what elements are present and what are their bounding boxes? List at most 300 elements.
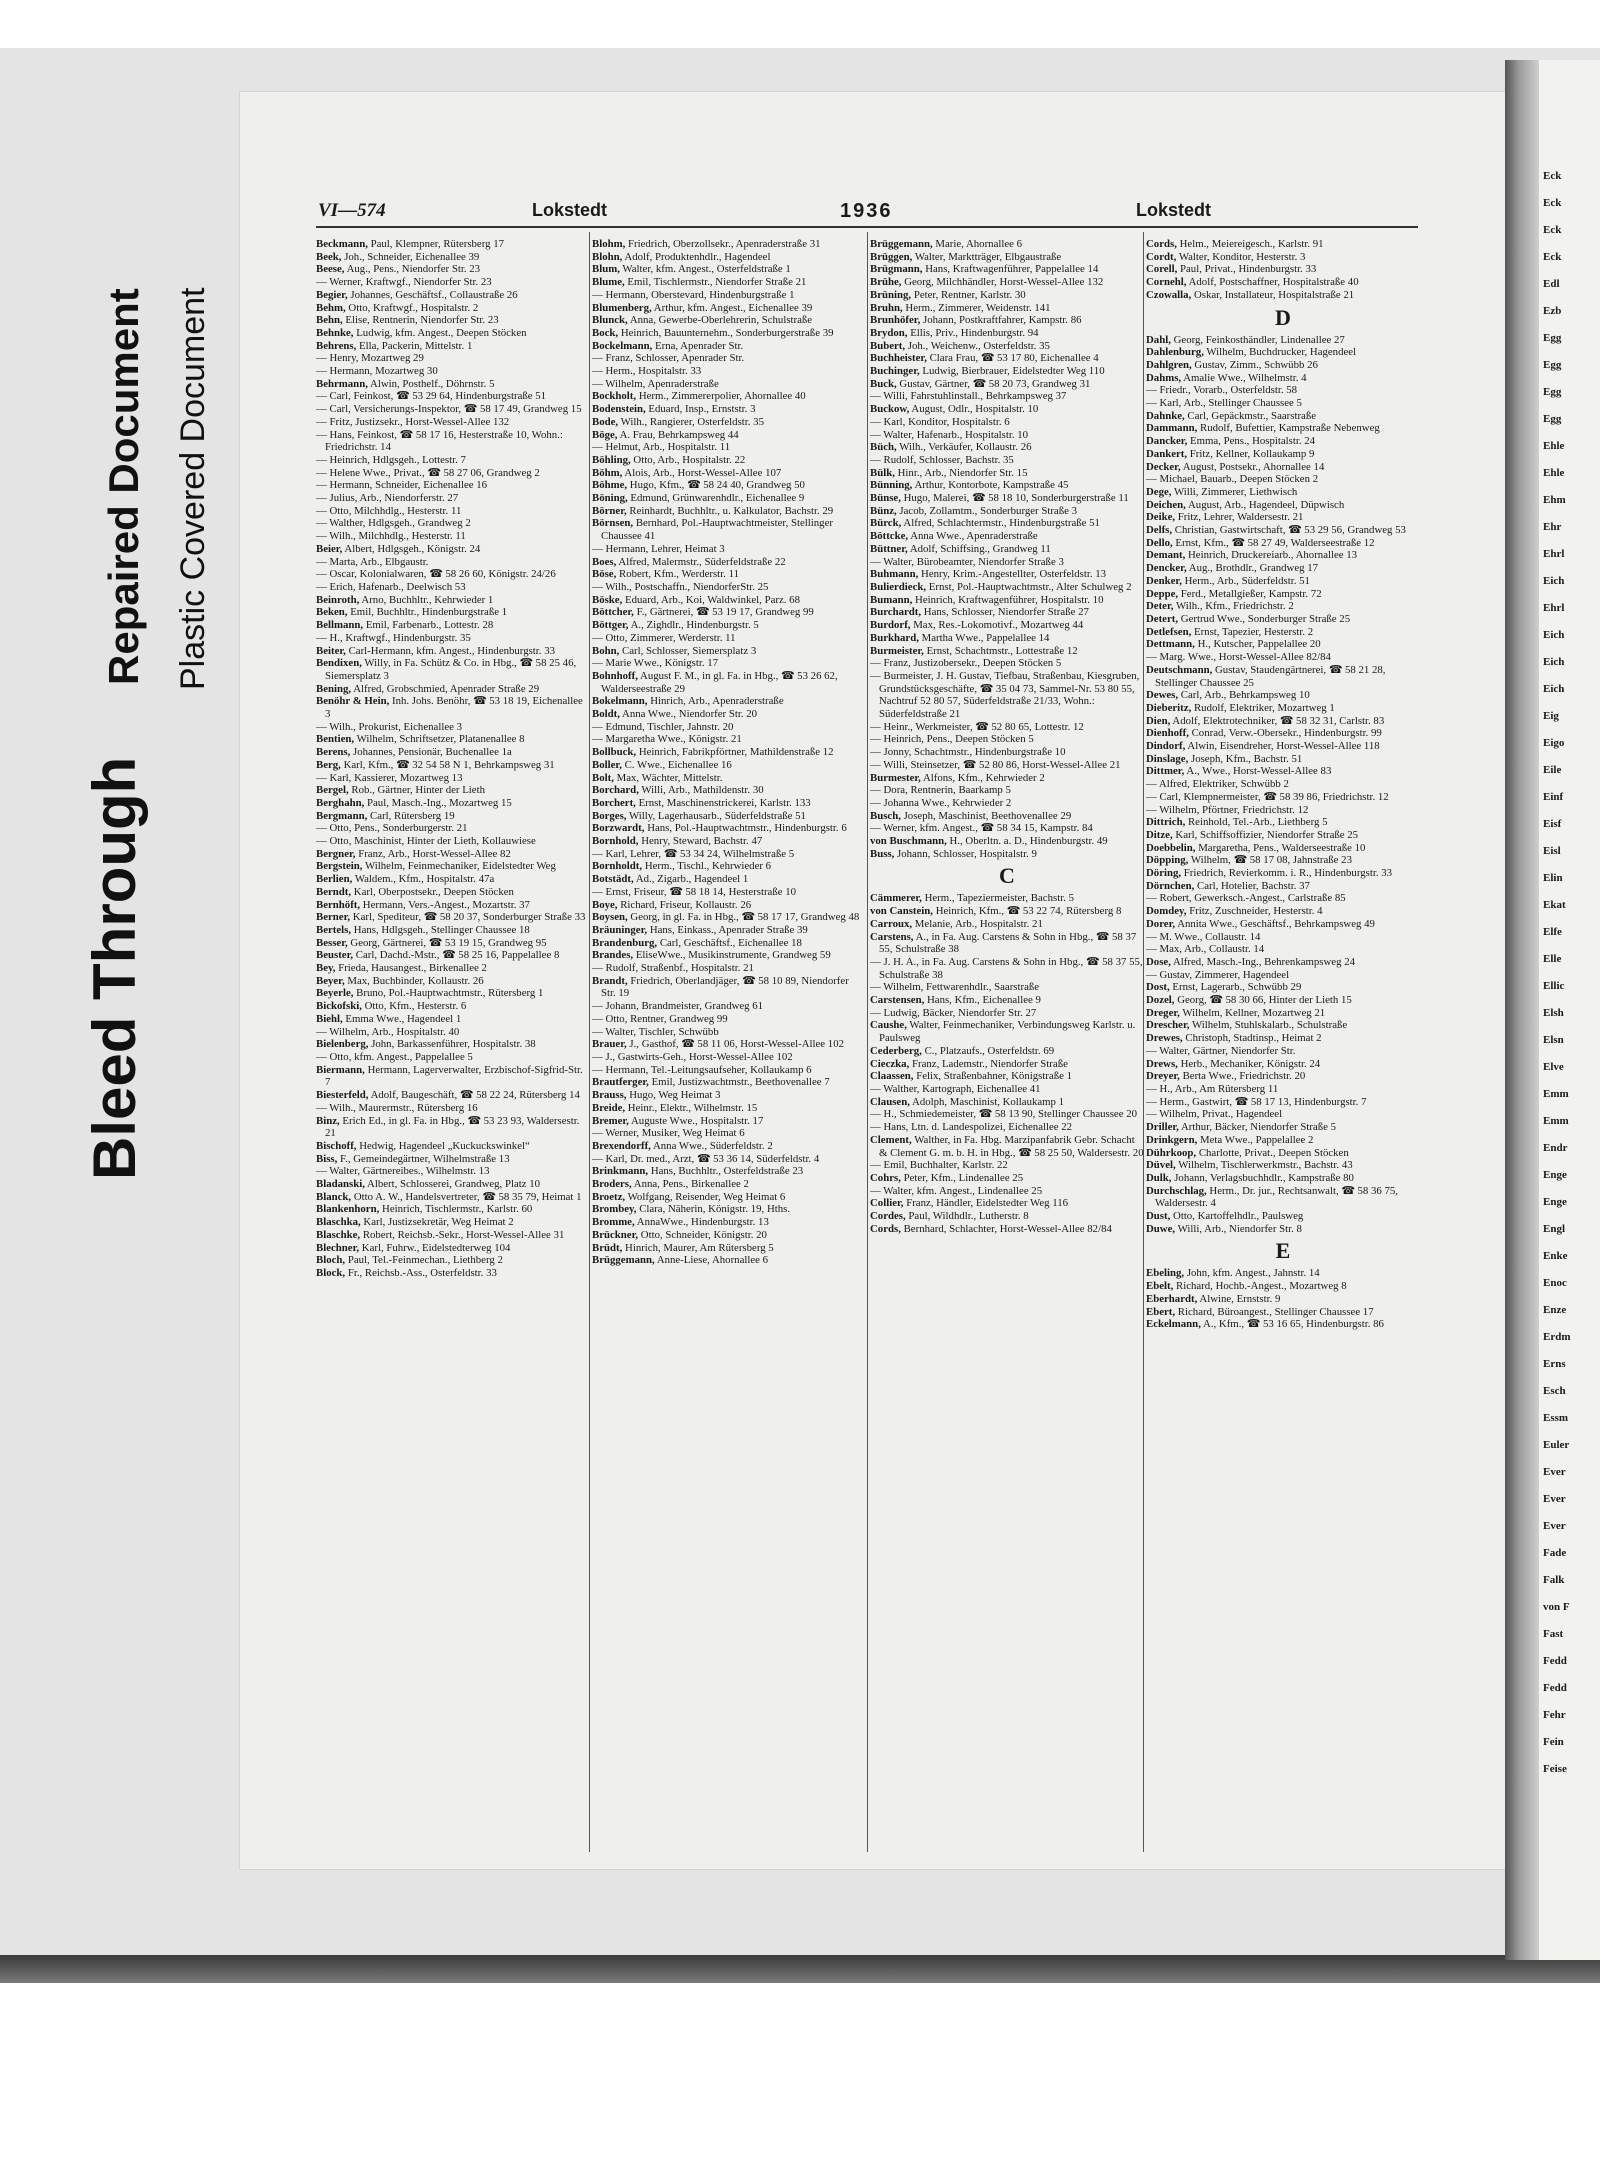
entry-surname: Dammann, (1146, 422, 1198, 435)
directory-entry (592, 1026, 866, 1039)
entry-details: Walter, kfm. Angest., Osterfeldstraße 1 (622, 263, 791, 276)
entry-surname: Deichen, (1146, 498, 1186, 511)
entry-surname: Buchinger, (870, 365, 920, 378)
entry-details: — Johann, Brandmeister, Grandweg 61 (592, 1000, 764, 1013)
directory-entry (592, 619, 866, 632)
entry-surname: Brauss, (592, 1089, 627, 1102)
directory-entry (1146, 359, 1420, 372)
entry-surname: Brüggen, (870, 250, 913, 263)
adjacent-page-fragment: Egg (1543, 359, 1562, 371)
entry-surname: Cieczka, (870, 1057, 910, 1070)
entry-details: Fritz, Zuschneider, Hesterstr. 4 (1189, 905, 1323, 918)
directory-entry (1146, 1032, 1420, 1045)
directory-entry (316, 962, 590, 975)
directory-entry (592, 492, 866, 505)
adjacent-page-fragment: Eck (1543, 251, 1562, 263)
directory-entry (316, 314, 590, 327)
entry-details: Peter, Kfm., Lindenallee 25 (903, 1171, 1024, 1184)
entry-details: Ellis, Priv., Hindenburgstr. 94 (910, 326, 1039, 339)
directory-entry (1146, 334, 1420, 347)
entry-surname: Bendixen, (316, 657, 362, 670)
entry-details: — Margaretha Wwe., Königstr. 21 (592, 733, 742, 746)
directory-entry (870, 556, 1144, 569)
entry-details: — Franz, Schlosser, Apenrader Str. (592, 352, 745, 365)
entry-details: Max, Res.-Lokomotivf., Mozartweg 44 (913, 619, 1084, 632)
directory-entry (316, 581, 590, 594)
directory-entry (592, 886, 866, 899)
entry-details: AnnaWwe., Hindenburgstr. 13 (636, 1216, 769, 1229)
directory-entry (870, 931, 1144, 956)
entry-surname: Bornhold, (592, 835, 639, 848)
entry-details: — Wilhelm, Fettwarenhdlr., Saarstraße (870, 981, 1040, 994)
entry-surname: Block, (316, 1266, 346, 1279)
entry-surname: Brauer, (592, 1038, 627, 1051)
entry-surname: Dörnchen, (1146, 879, 1195, 892)
entry-surname: Börner, (592, 504, 627, 517)
entry-details: Gustav, Zimm., Schwübb 26 (1194, 358, 1318, 371)
entry-details: Georg, Gärtnerei, ☎ 53 19 15, Grandweg 95 (350, 936, 547, 949)
directory-entry (592, 772, 866, 785)
entry-surname: Bohnhoff, (592, 669, 638, 682)
entry-details: Fritz, Kellner, Kollaukamp 9 (1189, 447, 1315, 460)
entry-details: Herm., Arb., Süderfeldstr. 51 (1184, 574, 1310, 587)
entry-details: Paul, Masch.-Ing., Mozartweg 15 (367, 796, 512, 809)
directory-entry (316, 352, 590, 365)
directory-column-3 (870, 238, 1144, 1848)
entry-surname: Beken, (316, 606, 348, 619)
entry-surname: Blanck, (316, 1190, 352, 1203)
directory-entry (870, 981, 1144, 994)
entry-surname: Boysen, (592, 911, 628, 924)
repaired-document-label: Repaired Document (100, 288, 147, 685)
entry-details: — Karl, Kassierer, Mozartweg 13 (316, 771, 463, 784)
entry-surname: Driller, (1146, 1121, 1179, 1134)
entry-details: Johann, Schlosser, Hospitalstr. 9 (897, 847, 1037, 860)
directory-entry (316, 937, 590, 950)
entry-details: Christoph, Stadtinsp., Heimat 2 (1185, 1032, 1322, 1045)
entry-surname: Buhmann, (870, 568, 919, 581)
entry-details: — Otto, Milchhdlg., Hesterstr. 11 (316, 504, 462, 517)
entry-details: Heinrich, Kfm., ☎ 53 22 74, Rütersberg 8 (935, 905, 1122, 918)
directory-entry (592, 1089, 866, 1102)
entry-details: Ella, Packerin, Mittelstr. 1 (359, 339, 473, 352)
entry-details: Erich Ed., in gl. Fa. in Hbg., ☎ 53 23 93, Waldersestr. 21 (325, 1114, 580, 1140)
directory-entry (870, 956, 1144, 981)
entry-surname: Böske, (592, 593, 623, 606)
entry-details: Herm., Zimmerer, Weidenstr. 141 (905, 301, 1051, 314)
directory-entry (1146, 613, 1420, 626)
directory-entry (870, 1197, 1144, 1210)
directory-entry (592, 416, 866, 429)
directory-entry (592, 937, 866, 950)
entry-surname: Brandt, (592, 974, 628, 987)
directory-entry (592, 670, 866, 695)
directory-entry (316, 276, 590, 289)
entry-surname: Dettmann, (1146, 638, 1195, 651)
entry-details: Karl, Fuhrw., Eidelstedterweg 104 (361, 1241, 511, 1254)
directory-entry (1146, 791, 1420, 804)
entry-surname: Böttger, (592, 619, 629, 632)
entry-surname: Detert, (1146, 612, 1179, 625)
entry-details: — Hermann, Schneider, Eichenallee 16 (316, 479, 488, 492)
entry-surname: Brügmann, (870, 263, 923, 276)
directory-entry (316, 1102, 590, 1115)
entry-details: Fr., Reichsb.-Ass., Osterfeldstr. 33 (347, 1266, 497, 1279)
entry-details: — Marg. Wwe., Horst-Wessel-Allee 82/84 (1146, 651, 1331, 664)
entry-details: Otto, Schneider, Königstr. 20 (640, 1228, 767, 1241)
entry-surname: Dahnke, (1146, 409, 1185, 422)
entry-surname: Burmeister, (870, 644, 924, 657)
entry-details: Conrad, Verw.-Obersekr., Hindenburgstr. 99 (1191, 727, 1382, 740)
entry-details: Wilhelm, Buchdrucker, Hagendeel (1206, 346, 1357, 359)
directory-entry (316, 1089, 590, 1102)
entry-details: — Erich, Hafenarb., Deelwisch 53 (316, 580, 466, 593)
entry-details: — Wilh., Milchhdlg., Hesterstr. 11 (316, 530, 466, 543)
entry-surname: Beyerle, (316, 987, 354, 1000)
directory-entry (1146, 956, 1420, 969)
entry-surname: Buck, (870, 377, 897, 390)
directory-entry (1146, 1083, 1420, 1096)
directory-entry (870, 822, 1144, 835)
entry-surname: Dahms, (1146, 371, 1182, 384)
entry-details: Reinhardt, Buchhltr., u. Kalkulator, Bachstr. 29 (629, 504, 834, 517)
directory-entry (1146, 1045, 1420, 1058)
entry-surname: Behnke, (316, 326, 354, 339)
entry-surname: Biesterfeld, (316, 1089, 369, 1102)
entry-details: Johannes, Geschäftsf., Collaustraße 26 (350, 288, 518, 301)
entry-details: — Friedr., Vorarb., Osterfeldstr. 58 (1146, 384, 1298, 397)
entry-surname: Böhm, (592, 466, 623, 479)
entry-surname: Berghahn, (316, 796, 365, 809)
entry-surname: Besser, (316, 936, 348, 949)
directory-entry (870, 340, 1144, 353)
entry-surname: Bremer, (592, 1114, 629, 1127)
entry-details: Emil, Tischlermstr., Niendorfer Straße 21 (627, 276, 807, 289)
directory-entry (592, 911, 866, 924)
entry-details: Paul, Klempner, Rütersberg 17 (370, 238, 505, 250)
directory-entry (316, 606, 590, 619)
entry-details: — Walter, kfm. Angest., Lindenallee 25 (870, 1184, 1043, 1197)
adjacent-page-fragment: Ehm (1543, 494, 1566, 506)
entry-details: — Otto, kfm. Angest., Pappelallee 5 (316, 1051, 473, 1063)
entry-details: Joh., Schneider, Eichenallee 39 (344, 250, 480, 263)
entry-surname: Claassen, (870, 1070, 914, 1083)
directory-entry (870, 429, 1144, 442)
directory-entry (1146, 410, 1420, 423)
entry-details: Richard, Büroangest., Stellinger Chaussee 17 (1177, 1305, 1374, 1318)
entry-details: Hans, Hdlgsgeh., Stellinger Chaussee 18 (353, 923, 530, 936)
entry-details: — Karl, Lehrer, ☎ 53 34 24, Wilhelmstraße 5 (592, 847, 795, 860)
entry-details: Franz, Lademstr., Niendorfer Straße (911, 1057, 1068, 1070)
entry-surname: Berens, (316, 746, 351, 759)
entry-details: Hugo, Kfm., ☎ 58 24 40, Grandweg 50 (629, 479, 805, 492)
entry-details: Joseph, Kfm., Bachstr. 51 (1191, 752, 1303, 765)
directory-entry (1146, 765, 1420, 778)
adjacent-page-fragment: Endr (1543, 1142, 1568, 1154)
directory-entry (1146, 276, 1420, 289)
adjacent-page-fragment: Eich (1543, 629, 1565, 641)
directory-entry (1146, 461, 1420, 474)
entry-surname: Drescher, (1146, 1019, 1190, 1032)
entry-surname: Borges, (592, 809, 627, 822)
adjacent-page-fragment: Eich (1543, 656, 1565, 668)
entry-details: — Werner, Kraftwgf., Niendorfer Str. 23 (316, 276, 492, 289)
entry-surname: Bornholdt, (592, 860, 643, 873)
directory-entry (870, 721, 1144, 734)
directory-entry (1146, 511, 1420, 524)
entry-surname: Böttcke, (870, 530, 909, 543)
directory-entry (870, 365, 1144, 378)
directory-entry (316, 911, 590, 924)
directory-entry (870, 314, 1144, 327)
entry-details: Joh., Weichenw., Osterfeldstr. 35 (907, 339, 1050, 352)
entry-details: Heinr., Elektr., Wilhelmstr. 15 (627, 1101, 758, 1114)
directory-entry (316, 1153, 590, 1166)
entry-surname: Brüdt, (592, 1241, 623, 1254)
entry-surname: Decker, (1146, 460, 1181, 473)
directory-entry (1146, 892, 1420, 905)
entry-surname: Bünz, (870, 504, 897, 517)
entry-details: Henry, Steward, Bachstr. 47 (641, 835, 763, 848)
directory-entry (870, 1058, 1144, 1071)
adjacent-page-fragment: Ever (1543, 1466, 1566, 1478)
entry-surname: Borchert, (592, 796, 636, 809)
directory-entry (316, 263, 590, 276)
directory-entry (316, 1229, 590, 1242)
entry-surname: Blumenberg, (592, 301, 652, 314)
adjacent-page-fragment: Elin (1543, 872, 1563, 884)
adjacent-page-fragment: Enoc (1543, 1277, 1567, 1289)
entry-surname: Blankenhorn, (316, 1203, 380, 1216)
directory-entry (592, 1013, 866, 1026)
entry-details: — Carl, Klempnermeister, ☎ 58 39 86, Friedrichstr. 12 (1146, 790, 1389, 803)
directory-entry (870, 892, 1144, 905)
directory-entry (316, 810, 590, 823)
entry-details: John, kfm. Angest., Jahnstr. 14 (1186, 1267, 1320, 1280)
directory-entry (592, 606, 866, 619)
entry-surname: Bergmann, (316, 809, 368, 822)
entry-surname: Dittrich, (1146, 816, 1186, 829)
entry-surname: Bohn, (592, 644, 620, 657)
directory-entry (1146, 1058, 1420, 1071)
directory-entry (1146, 816, 1420, 829)
entry-details: — Carl, Feinkost, ☎ 53 29 64, Hindenburgstraße 51 (316, 390, 547, 403)
entry-surname: Buss, (870, 847, 895, 860)
directory-entry (870, 632, 1144, 645)
directory-entry (316, 238, 590, 251)
directory-entry (316, 467, 590, 480)
directory-entry (1146, 397, 1420, 410)
directory-entry (870, 1019, 1144, 1044)
adjacent-page-fragment: Falk (1543, 1574, 1565, 1586)
entry-surname: Cämmerer, (870, 892, 922, 905)
directory-entry (1146, 524, 1420, 537)
directory-entry (1146, 1134, 1420, 1147)
entry-details: — Robert, Gewerksch.-Angest., Carlstraße 85 (1146, 892, 1346, 905)
entry-details: J., Gasthof, ☎ 58 11 06, Horst-Wessel-Allee 102 (629, 1038, 844, 1051)
directory-entry (592, 1038, 866, 1051)
entry-details: Gustav, Staudengärtnerei, ☎ 58 21 28, Stellinger Chaussee 25 (1155, 663, 1386, 689)
entry-details: — Gustav, Zimmerer, Hagendeel (1146, 968, 1290, 981)
directory-entry (316, 721, 590, 734)
directory-entry (1146, 1318, 1420, 1331)
entry-details: Hans, Schlosser, Niendorfer Straße 27 (923, 606, 1089, 619)
directory-entry (316, 479, 590, 492)
entry-details: — Hermann, Oberstevard, Hindenburgstraße 1 (592, 288, 795, 301)
directory-entry (1146, 1147, 1420, 1160)
directory-entry (592, 797, 866, 810)
entry-details: Elise, Rentnerin, Niendorfer Str. 23 (345, 314, 499, 327)
directory-entry (592, 556, 866, 569)
entry-surname: Bünse, (870, 492, 901, 505)
entry-surname: Drews, (1146, 1057, 1178, 1070)
entry-details: Ernst, Tapezier, Hesterstr. 2 (1193, 625, 1314, 638)
entry-surname: Böse, (592, 568, 617, 581)
entry-surname: Büch, (870, 441, 897, 454)
entry-details: Adolf, Baugeschäft, ☎ 58 22 24, Rütersberg 14 (370, 1089, 580, 1102)
entry-details: Auguste Wwe., Hospitalstr. 17 (631, 1114, 764, 1127)
directory-entry (1146, 1121, 1420, 1134)
entry-details: Alfons, Kfm., Kehrwieder 2 (922, 771, 1045, 784)
entry-details: Anne-Liese, Ahornallee 6 (656, 1254, 769, 1267)
directory-entry (1146, 804, 1420, 817)
directory-entry (316, 1254, 590, 1267)
entry-details: Reinhold, Tel.-Arb., Liethberg 5 (1187, 816, 1328, 829)
entry-details: Emma Wwe., Hagendeel 1 (345, 1012, 462, 1025)
directory-entry (592, 327, 866, 340)
section-letter: E (1275, 1238, 1291, 1264)
entry-surname: Ebelt, (1146, 1280, 1174, 1293)
adjacent-page-fragment: Enke (1543, 1250, 1568, 1262)
adjacent-page-fragment: Enze (1543, 1304, 1567, 1316)
entry-details: Hedwig, Hagendeel „Kuckuckswinkel“ (359, 1139, 530, 1152)
entry-details: C. Wwe., Eichenallee 16 (624, 758, 732, 771)
page-gutter-shadow (1505, 60, 1539, 1960)
directory-entry (1146, 638, 1420, 651)
entry-details: Arno, Buchhltr., Kehrwieder 1 (361, 593, 494, 606)
directory-entry (1146, 994, 1420, 1007)
directory-entry (316, 1038, 590, 1051)
entry-details: Heinrich, Kraftwagenführer, Hospitalstr. 10 (915, 593, 1104, 606)
directory-entry (1146, 549, 1420, 562)
directory-entry (1146, 499, 1420, 512)
directory-entry (1146, 727, 1420, 740)
entry-surname: Bräuninger, (592, 923, 648, 936)
directory-entry (316, 1165, 590, 1178)
entry-surname: Biehl, (316, 1012, 343, 1025)
directory-entry (592, 1242, 866, 1255)
entry-details: Anna, Gewerbe-Oberlehrerin, Schulstraße (629, 314, 813, 327)
entry-details: Arthur, kfm. Angest., Eichenallee 39 (653, 301, 813, 314)
entry-details: Walter, Feinmechaniker, Verbindungsweg Karlstr. u. Paulsweg (879, 1019, 1136, 1045)
directory-entry (592, 1064, 866, 1077)
directory-entry (592, 899, 866, 912)
entry-surname: Blum, (592, 263, 620, 276)
entry-surname: Biermann, (316, 1063, 365, 1076)
entry-details: Herb., Mechaniker, Königstr. 24 (1180, 1057, 1321, 1070)
entry-surname: Ditze, (1146, 828, 1173, 841)
directory-entry (870, 238, 1144, 251)
entry-details: — J. H. A., in Fa. Aug. Carstens & Sohn in Hbg., ☎ 58 37 55, Schulstraße 38 (870, 955, 1143, 981)
entry-surname: Ebeling, (1146, 1267, 1185, 1280)
entry-details: Carl, Dachd.-Mstr., ☎ 58 25 16, Pappelallee 8 (355, 949, 560, 962)
entry-details: Johann, Postkraftfahrer, Kampstr. 86 (923, 314, 1082, 327)
entry-details: Wilhelm, Feinmechaniker, Eidelstedter Weg (365, 860, 556, 873)
entry-details: — Michael, Bauarb., Deepen Stöcken 2 (1146, 473, 1319, 486)
directory-entry (316, 899, 590, 912)
adjacent-page-fragment: Einf (1543, 791, 1564, 803)
entry-details: Joseph, Maschinist, Beethovenallee 29 (903, 809, 1072, 822)
directory-entry (592, 822, 866, 835)
entry-details: — J., Gastwirts-Geh., Horst-Wessel-Allee 102 (592, 1051, 793, 1063)
directory-entry (592, 479, 866, 492)
adjacent-page-fragment: Eck (1543, 224, 1562, 236)
entry-details: Ernst, Maschinenstrickerei, Karlstr. 133 (638, 796, 811, 809)
adjacent-page-fragment: Fast (1543, 1628, 1564, 1640)
entry-details: — Heinrich, Hdlgsgeh., Lottestr. 7 (316, 453, 466, 466)
entry-surname: Bergel, (316, 784, 349, 797)
entry-details: Peter, Rentner, Karlstr. 30 (913, 288, 1026, 301)
directory-entry (316, 1178, 590, 1191)
entry-surname: Bickofski, (316, 1000, 362, 1013)
entry-details: August, Postsekr., Ahornallee 14 (1182, 460, 1325, 473)
entry-details: Otto, Kfm., Hesterstr. 6 (364, 1000, 467, 1013)
entry-surname: Cordes, (870, 1210, 906, 1223)
entry-details: — Wilh., Maurermstr., Rütersberg 16 (316, 1101, 478, 1114)
directory-entry (316, 556, 590, 569)
directory-entry (870, 733, 1144, 746)
entry-details: — Rudolf, Straßenbf., Hospitalstr. 21 (592, 962, 754, 975)
directory-entry (870, 505, 1144, 518)
adjacent-page-fragment: Eig (1543, 710, 1559, 722)
entry-surname: Broders, (592, 1178, 632, 1191)
directory-entry (1146, 1159, 1420, 1172)
entry-details: August, Odlr., Hospitalstr. 10 (911, 403, 1039, 416)
directory-entry (1146, 289, 1420, 302)
entry-surname: Burmester, (870, 771, 921, 784)
entry-details: Otto A. W., Handelsvertreter, ☎ 58 35 79, Heimat 1 (353, 1190, 582, 1203)
entry-surname: Dulk, (1146, 1171, 1172, 1184)
directory-entry (1146, 1108, 1420, 1121)
directory-entry (592, 378, 866, 391)
entry-surname: Bening, (316, 682, 352, 695)
directory-entry (592, 1115, 866, 1128)
entry-surname: Boldt, (592, 708, 620, 721)
directory-entry (1146, 981, 1420, 994)
directory-entry (592, 568, 866, 581)
entry-surname: Beinroth, (316, 593, 360, 606)
directory-entry (592, 721, 866, 734)
entry-details: Christian, Gastwirtschaft, ☎ 53 29 56, Grandweg 53 (1174, 524, 1406, 537)
directory-entry (316, 924, 590, 937)
entry-details: — Karl, Arb., Stellinger Chaussee 5 (1146, 397, 1302, 410)
directory-entry (870, 378, 1144, 391)
entry-details: Karl, Kfm., ☎ 32 54 58 N 1, Behrkampsweg 31 (343, 758, 555, 771)
entry-surname: Eberhardt, (1146, 1292, 1198, 1305)
entry-surname: Brüggemann, (870, 238, 933, 250)
entry-details: Hinr., Arb., Niendorfer Str. 15 (897, 466, 1028, 479)
entry-details: Willi, Arb., Mathildenstr. 30 (641, 784, 764, 797)
entry-surname: Drewes, (1146, 1032, 1183, 1045)
directory-entry (592, 403, 866, 416)
entry-details: Jacob, Zollamtm., Sonderburger Straße 3 (899, 504, 1078, 517)
directory-entry (592, 1102, 866, 1115)
adjacent-page-fragment: Emm (1543, 1088, 1569, 1100)
adjacent-page-fragment: Ehrl (1543, 602, 1565, 614)
entry-surname: Delfs, (1146, 524, 1173, 537)
entry-surname: Carroux, (870, 917, 913, 930)
entry-details: Margaretha, Pens., Walderseestraße 10 (1198, 841, 1366, 854)
